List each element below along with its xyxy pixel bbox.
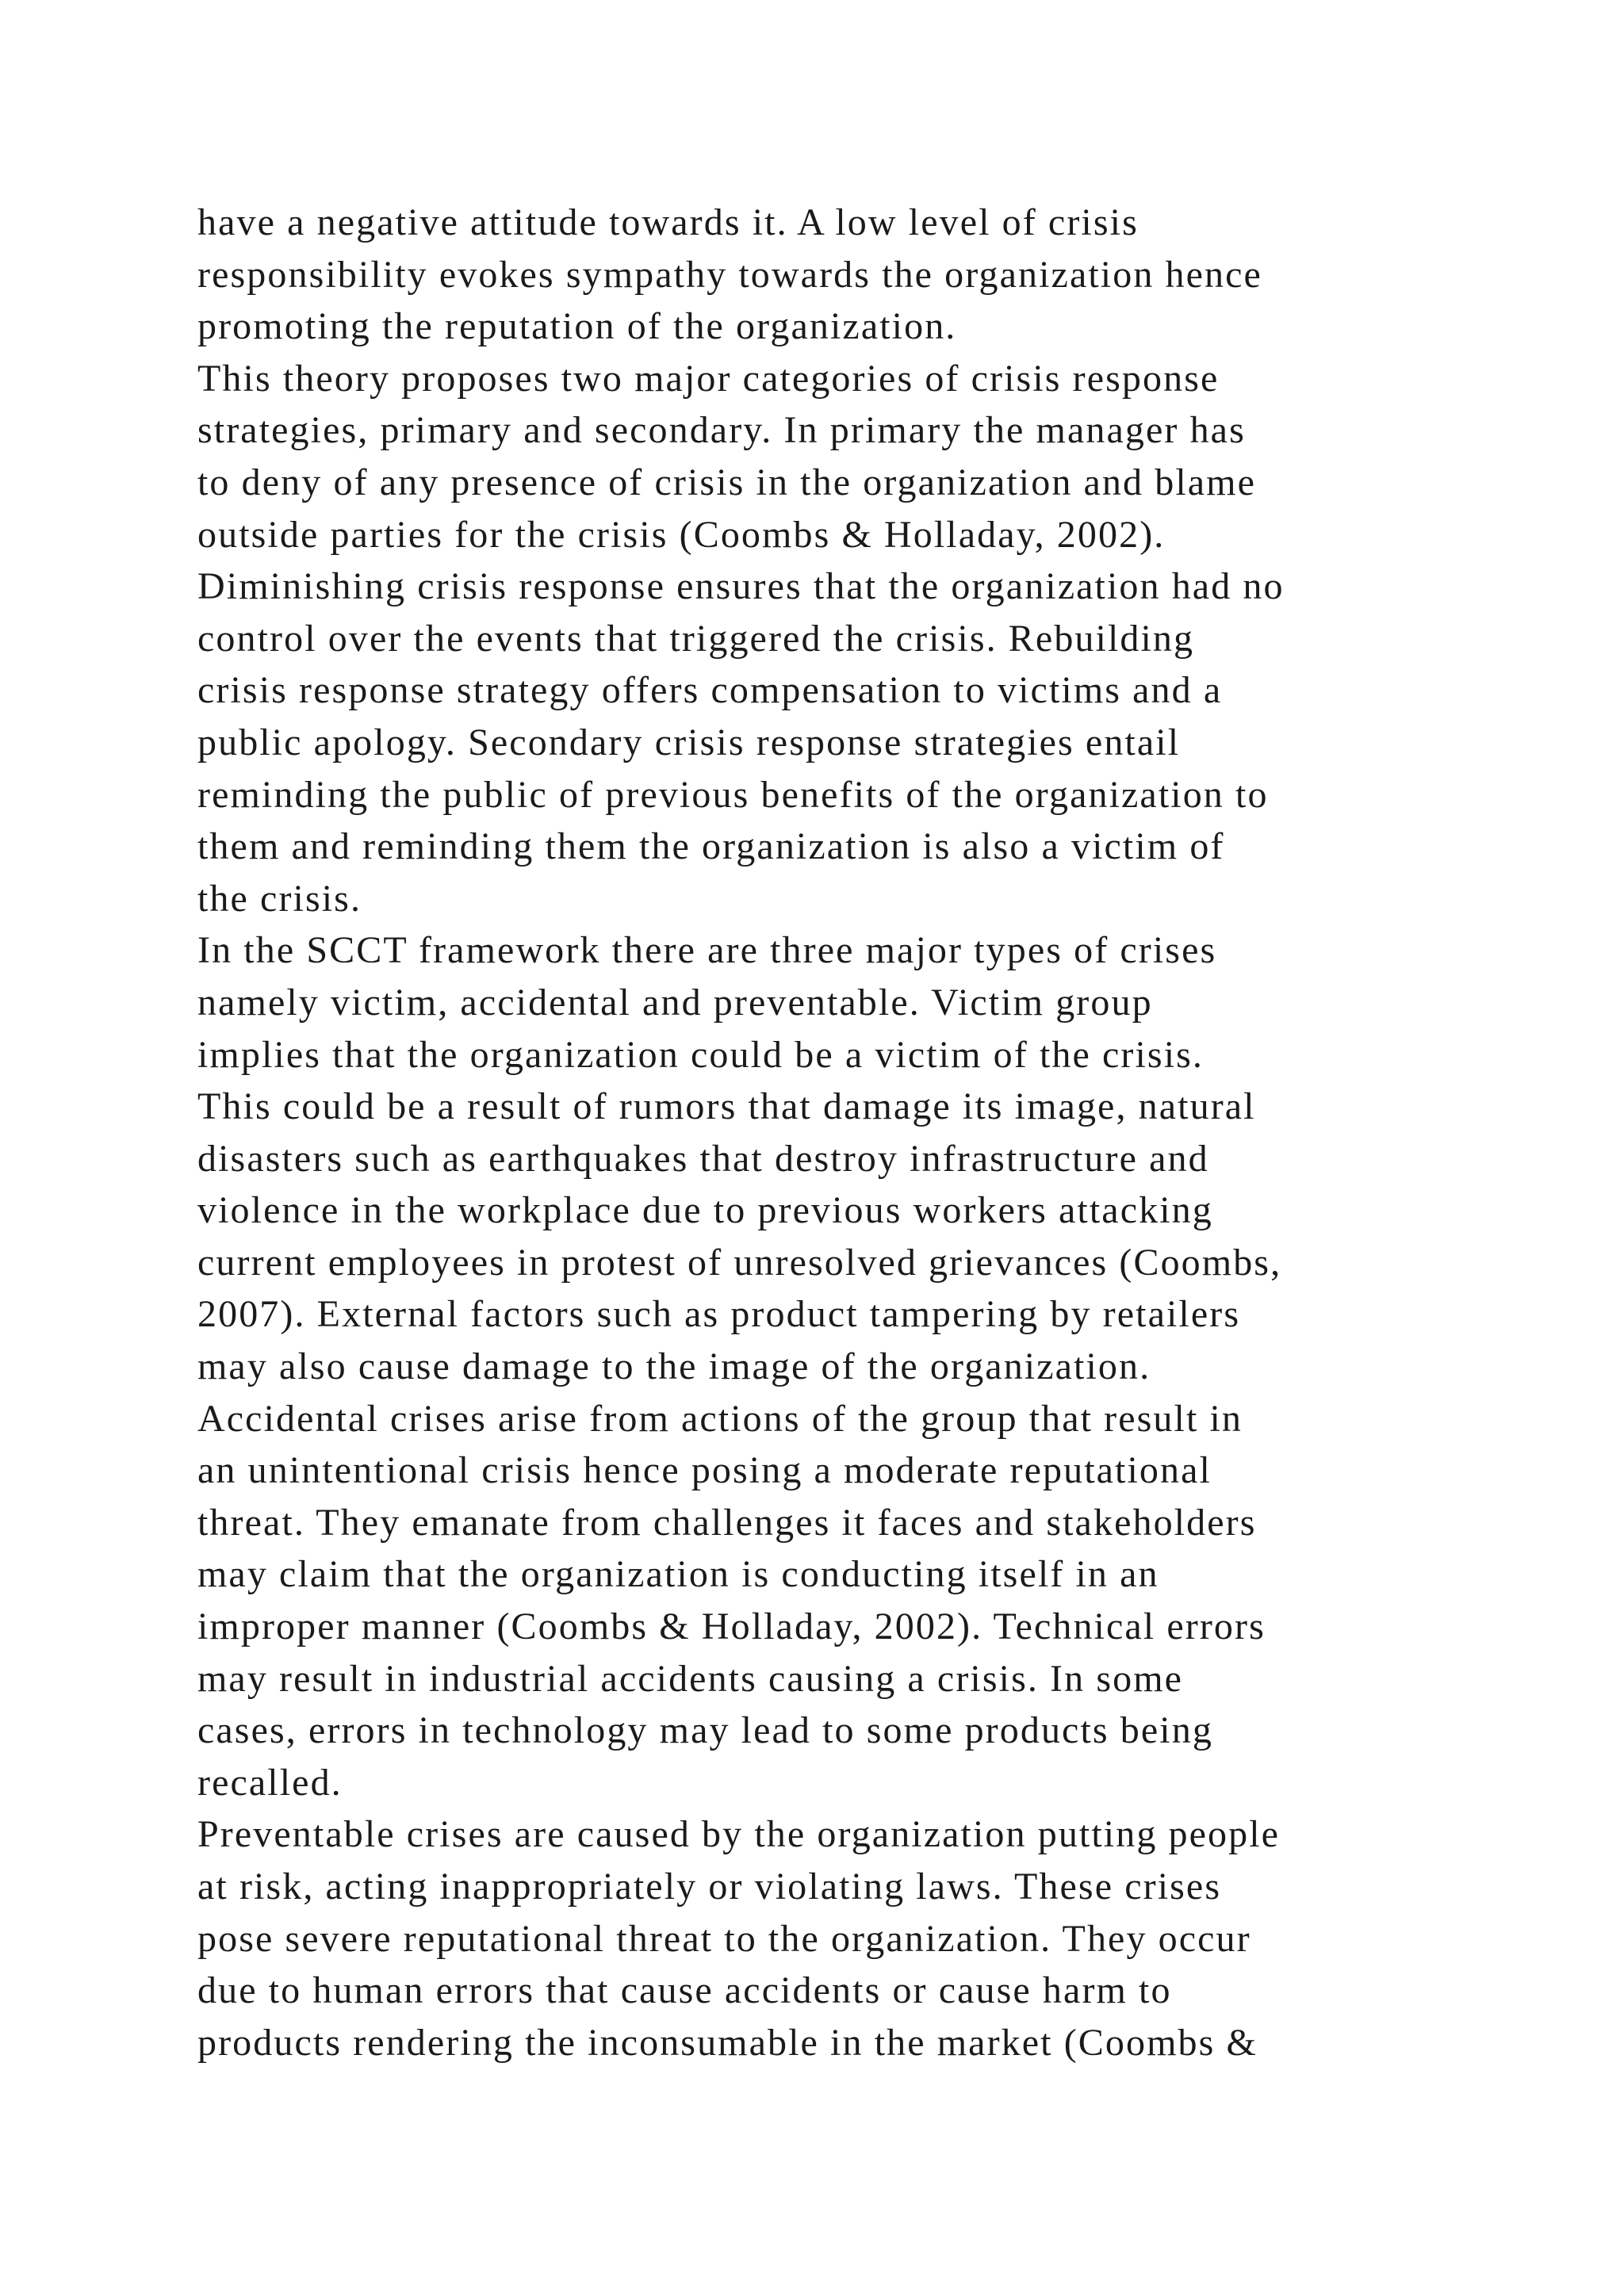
text-line: outside parties for the crisis (Coombs & Holladay, 2002). <box>197 513 1166 556</box>
text-line: products rendering the inconsumable in the market (Coombs & <box>197 2021 1258 2064</box>
text-line: 2007). External factors such as product tampering by retailers <box>197 1293 1241 1336</box>
text-line: reminding the public of previous benefits of the organization to <box>197 773 1269 816</box>
body-text <box>197 197 1498 2068</box>
text-line: current employees in protest of unresolved grievances (Coombs, <box>197 1241 1282 1284</box>
text-line: at risk, acting inappropriately or violating laws. These crises <box>197 1866 1222 1908</box>
text-line: may result in industrial accidents causing a crisis. In some <box>197 1657 1184 1700</box>
text-line: may claim that the organization is conducting itself in an <box>197 1553 1159 1596</box>
text-line: In the SCCT framework there are three major types of crises <box>197 929 1217 972</box>
text-line: Accidental crises arise from actions of the group that result in <box>197 1397 1243 1440</box>
text-line: namely victim, accidental and preventable. Victim group <box>197 981 1153 1024</box>
text-line: may also cause damage to the image of the organization. <box>197 1345 1151 1388</box>
text-line: due to human errors that cause accidents or cause harm to <box>197 1969 1172 2012</box>
text-line: improper manner (Coombs & Holladay, 2002). Technical errors <box>197 1605 1266 1648</box>
text-line: to deny of any presence of crisis in the organization and blame <box>197 461 1257 503</box>
text-line: This theory proposes two major categories of crisis response <box>197 357 1220 400</box>
text-line: cases, errors in technology may lead to some products being <box>197 1709 1213 1752</box>
text-line: control over the events that triggered the crisis. Rebuilding <box>197 617 1195 660</box>
text-line: This could be a result of rumors that damage its image, natural <box>197 1085 1256 1128</box>
text-line: Diminishing crisis response ensures that the organization had no <box>197 565 1285 608</box>
text-line: crisis response strategy offers compensation to victims and a <box>197 669 1223 712</box>
text-line: threat. They emanate from challenges it faces and stakeholders <box>197 1501 1257 1544</box>
text-line: violence in the workplace due to previous workers attacking <box>197 1189 1213 1232</box>
text-line: pose severe reputational threat to the organization. They occur <box>197 1917 1251 1960</box>
text-line: Preventable crises are caused by the organization putting people <box>197 1813 1281 1856</box>
text-line: disasters such as earthquakes that destroy infrastructure and <box>197 1137 1209 1180</box>
text-line: promoting the reputation of the organization. <box>197 305 957 348</box>
text-line: an unintentional crisis hence posing a moderate reputational <box>197 1449 1212 1492</box>
text-line: implies that the organization could be a victim of the crisis. <box>197 1033 1205 1076</box>
text-line: have a negative attitude towards it. A low level of crisis <box>197 201 1139 243</box>
text-line: strategies, primary and secondary. In primary the manager has <box>197 409 1246 452</box>
text-line: recalled. <box>197 1761 343 1804</box>
text-line: public apology. Secondary crisis response strategies entail <box>197 721 1181 763</box>
text-line: them and reminding them the organization is also a victim of <box>197 825 1225 868</box>
text-line: responsibility evokes sympathy towards the organization hence <box>197 253 1262 296</box>
text-line: the crisis. <box>197 877 362 920</box>
